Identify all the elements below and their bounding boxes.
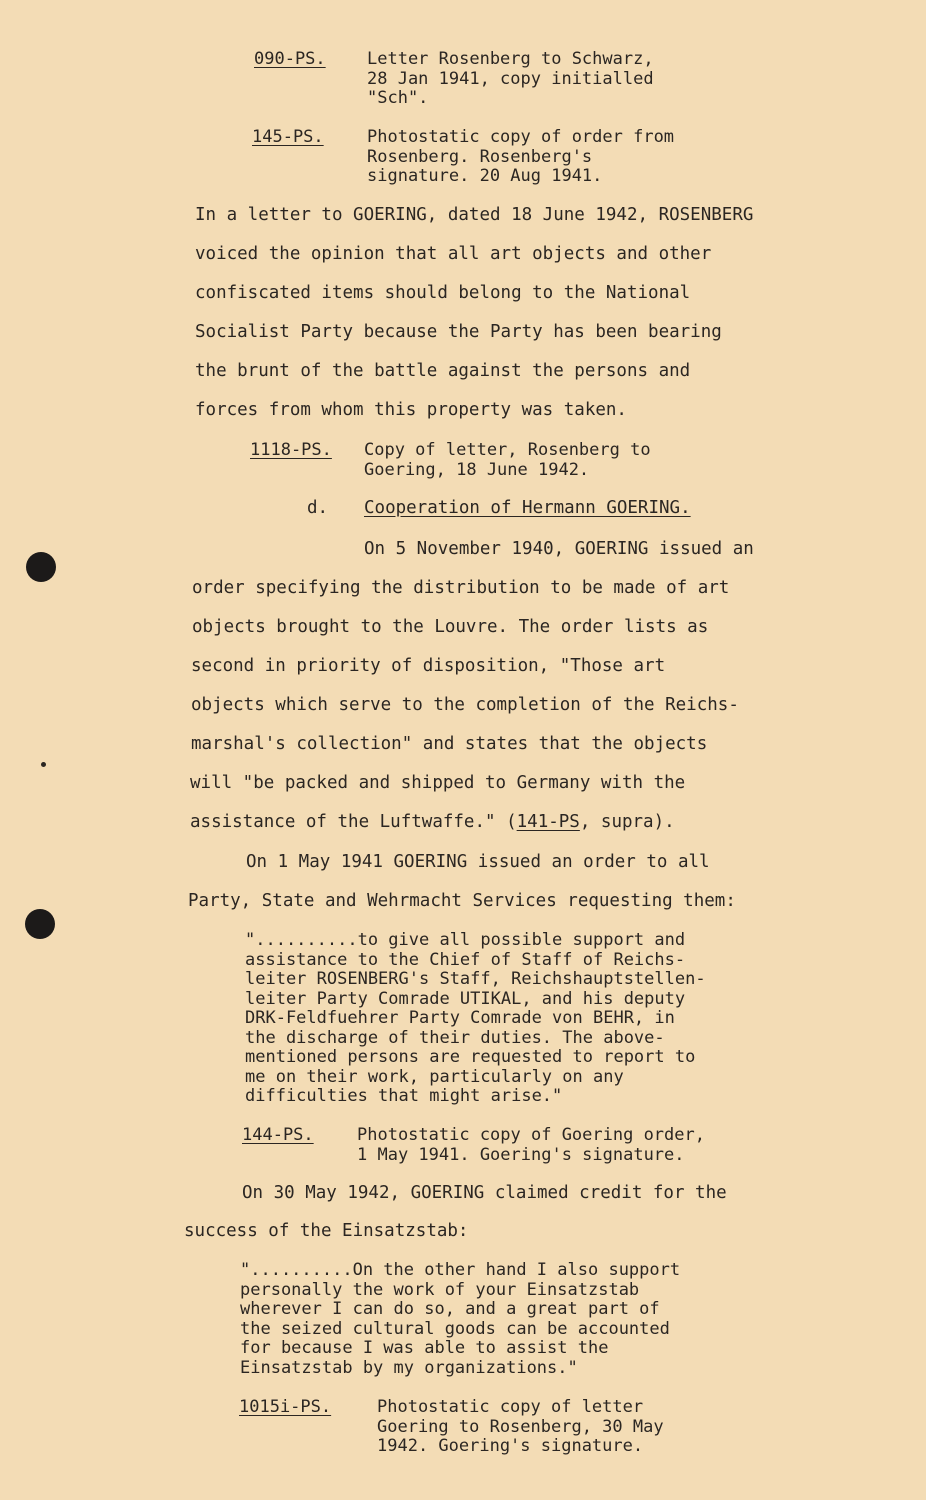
- exhibit-090-ps: [254, 50, 894, 110]
- goering-letter-quote: "..........On the other hand I also support personally the work of your Einsatzstab wherever I can do so, and a great part of the seized cultural goods can be accounted for because I was able to assist the Einsatzstab by my organizations.": [240, 1260, 681, 1378]
- paragraph-line: second in priority of disposition, "Those art: [191, 656, 666, 676]
- exhibit-144-ps: [242, 1126, 882, 1168]
- exhibit-145-ps: [252, 128, 892, 188]
- paragraph-line-citation: [190, 812, 675, 832]
- exhibit-1118-ps: [250, 441, 890, 483]
- paragraph-line: On 30 May 1942, GOERING claimed credit for the: [242, 1183, 727, 1203]
- paragraph-line: the brunt of the battle against the persons and: [195, 361, 691, 381]
- paragraph-line: objects brought to the Louvre. The order lists as: [192, 617, 709, 637]
- citation-tail: , supra).: [579, 812, 675, 832]
- punch-hole-lower: [25, 909, 55, 939]
- exhibit-1015i-ps: [239, 1398, 889, 1458]
- exhibit-ref: 1118-PS.: [250, 440, 332, 460]
- paragraph-line: forces from whom this property was taken.: [195, 400, 627, 420]
- exhibit-description: Copy of letter, Rosenberg to Goering, 18 June 1942.: [364, 440, 651, 480]
- paragraph-line: will "be packed and shipped to Germany with the: [190, 773, 686, 793]
- exhibit-ref: 1015i-PS.: [239, 1397, 332, 1417]
- paragraph-line: voiced the opinion that all art objects and other: [195, 244, 712, 264]
- exhibit-ref: 145-PS.: [252, 127, 324, 147]
- exhibit-ref: 090-PS.: [254, 49, 326, 69]
- punch-hole-upper: [26, 552, 56, 582]
- exhibit-description: Photostatic copy of order from Rosenberg. Rosenberg's signature. 20 Aug 1941.: [367, 127, 675, 186]
- paragraph-line: On 1 May 1941 GOERING issued an order to all: [246, 852, 710, 872]
- paragraph-line: Socialist Party because the Party has been bearing: [195, 322, 722, 342]
- stray-mark: [41, 762, 46, 767]
- citation-ref: 141-PS: [516, 812, 580, 832]
- exhibit-ref: 144-PS.: [242, 1125, 314, 1145]
- paragraph-line: Party, State and Wehrmacht Services requesting them:: [188, 891, 736, 911]
- paragraph-line: marshal's collection" and states that the objects: [191, 734, 708, 754]
- paragraph-line: objects which serve to the completion of the Reichs-: [191, 695, 739, 715]
- exhibit-description: Photostatic copy of Goering order, 1 May 1941. Goering's signature.: [357, 1125, 705, 1165]
- section-letter: d.: [307, 498, 329, 518]
- goering-order-quote: "..........to give all possible support and assistance to the Chief of Staff of Reichs- leiter ROSENBERG's Staff, Reichshauptstellen- leiter Party Comrade UTIKAL, and his deputy DRK-Feldfuehrer Party Comrade von BEHR, in the discharge of their duties. The above- mentioned persons are requested to report to me on their work, particularly on any difficulties that might arise.": [245, 930, 706, 1106]
- section-title: Cooperation of Hermann GOERING.: [364, 498, 691, 518]
- paragraph-line: On 5 November 1940, GOERING issued an: [364, 539, 754, 559]
- citation-lead: assistance of the Luftwaffe." (: [190, 812, 517, 832]
- paragraph-line: In a letter to GOERING, dated 18 June 1942, ROSENBERG: [195, 205, 754, 225]
- paragraph-line: order specifying the distribution to be made of art: [192, 578, 730, 598]
- paragraph-line: success of the Einsatzstab:: [184, 1221, 469, 1241]
- paragraph-line: confiscated items should belong to the National: [195, 283, 691, 303]
- exhibit-description: Photostatic copy of letter Goering to Rosenberg, 30 May 1942. Goering's signature.: [377, 1397, 664, 1456]
- exhibit-description: Letter Rosenberg to Schwarz, 28 Jan 1941, copy initialled "Sch".: [367, 49, 654, 108]
